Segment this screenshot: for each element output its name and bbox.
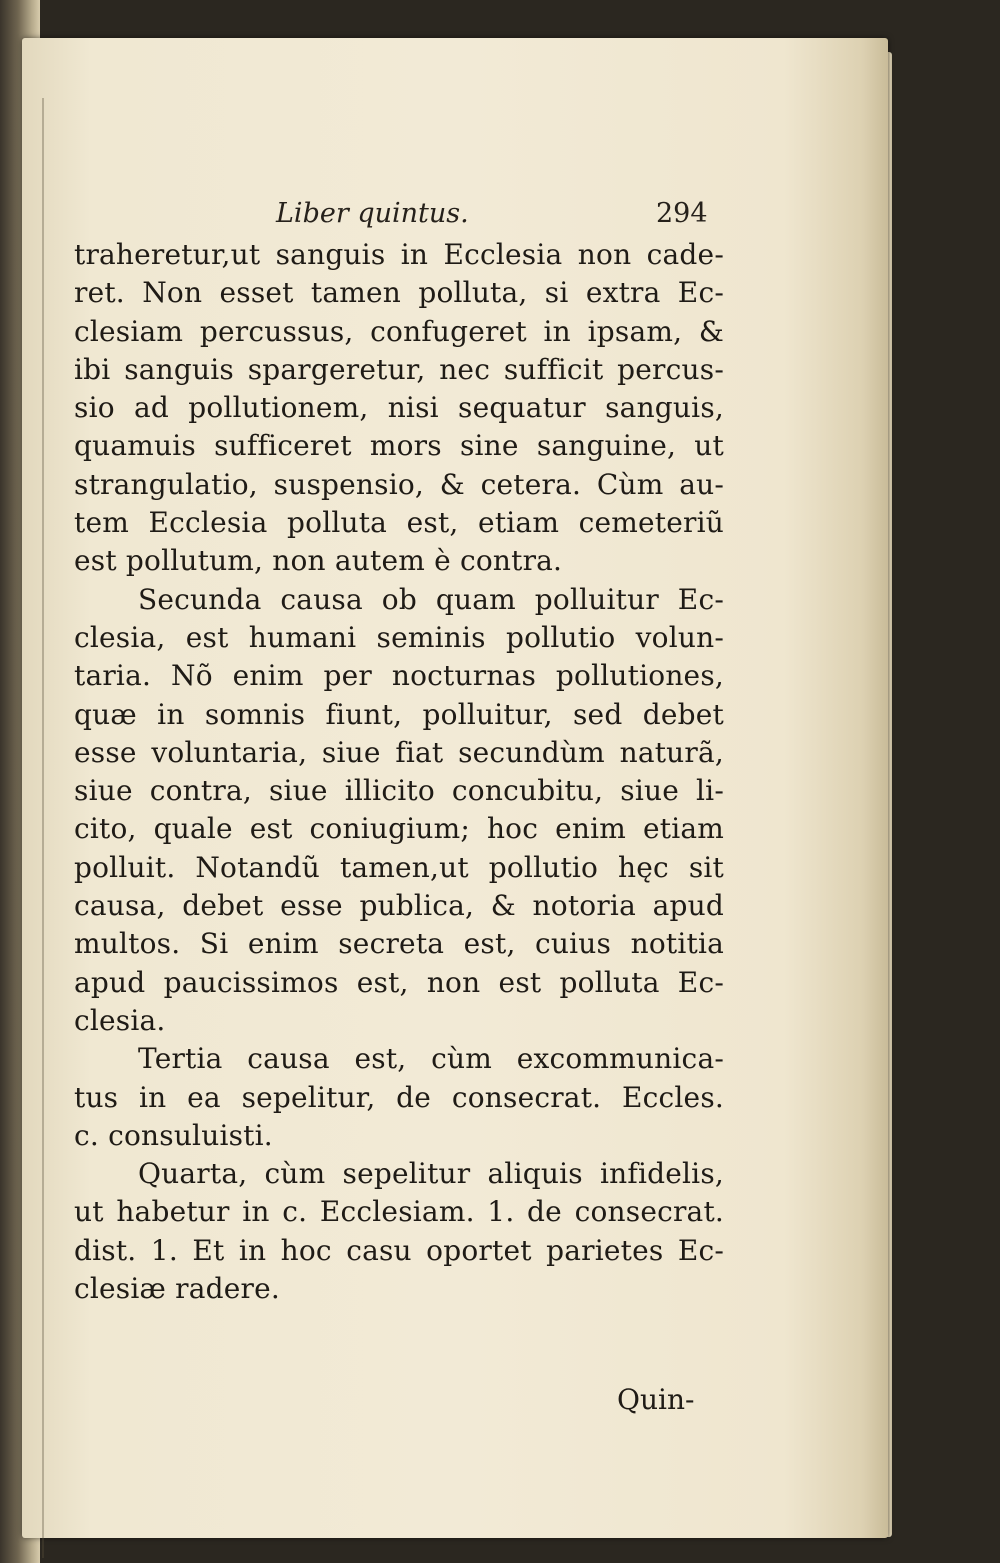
text-line: clesia, est humani seminis pollutio volun- [74,620,724,654]
text-line: quæ in somnis fiunt, polluitur, sed debet [74,697,724,731]
text-line: ret. Non esset tamen polluta, si extra Ec- [74,276,724,310]
text-line: clesiæ radere. [74,1272,280,1306]
text-line: tem Ecclesia polluta est, etiam cemeteriũ [74,506,724,540]
catchword: Quin- [617,1383,695,1416]
paragraph-start-line: Tertia causa est, cùm excommunica- [138,1042,724,1076]
text-line: taria. Nõ enim per nocturnas pollutiones, [74,659,724,693]
text-line: ut habetur in c. Ecclesiam. 1. de consecrat. [74,1195,724,1229]
text-line: ibi sanguis spargeretur, nec sufficit percus- [74,352,724,386]
text-block [74,236,724,1308]
text-line: apud paucissimos est, non est polluta Ec- [74,965,724,999]
book-page [22,38,888,1538]
text-line: cito, quale est coniugium; hoc enim etiam [74,812,724,846]
text-line: clesia. [74,1003,166,1037]
paragraph-start-line: Secunda causa ob quam polluitur Ec- [138,582,724,616]
text-line: est pollutum, non autem è contra. [74,544,563,578]
text-line: c. consuluisti. [74,1118,273,1152]
text-line: causa, debet esse publica, & notoria apud [74,889,724,923]
text-line: sio ad pollutionem, nisi sequatur sanguis, [74,391,724,425]
running-head: Liber quintus. [276,198,469,229]
text-line: esse voluntaria, siue fiat secundùm naturã, [74,735,724,769]
paragraph-start-line: Quarta, cùm sepelitur aliquis infidelis, [138,1157,724,1191]
text-line: quamuis sufficeret mors sine sanguine, ut [74,429,724,463]
page-header [276,198,716,238]
text-line: traheretur,ut sanguis in Ecclesia non cade- [74,238,724,271]
text-line: polluit. Notandũ tamen,ut pollutio hęc sit [74,850,724,884]
text-line: strangulatio, suspensio, & cetera. Cùm au- [74,467,724,501]
text-line: multos. Si enim secreta est, cuius notitia [74,927,724,961]
gutter-shadow [42,98,44,1558]
text-line: dist. 1. Et in hoc casu oportet parietes Ec- [74,1233,724,1267]
page-number: 294 [656,198,708,229]
text-line: siue contra, siue illicito concubitu, siue li- [74,774,724,808]
text-line: tus in ea sepelitur, de consecrat. Eccles. [74,1080,724,1114]
text-line: clesiam percussus, confugeret in ipsam, & [74,314,724,348]
